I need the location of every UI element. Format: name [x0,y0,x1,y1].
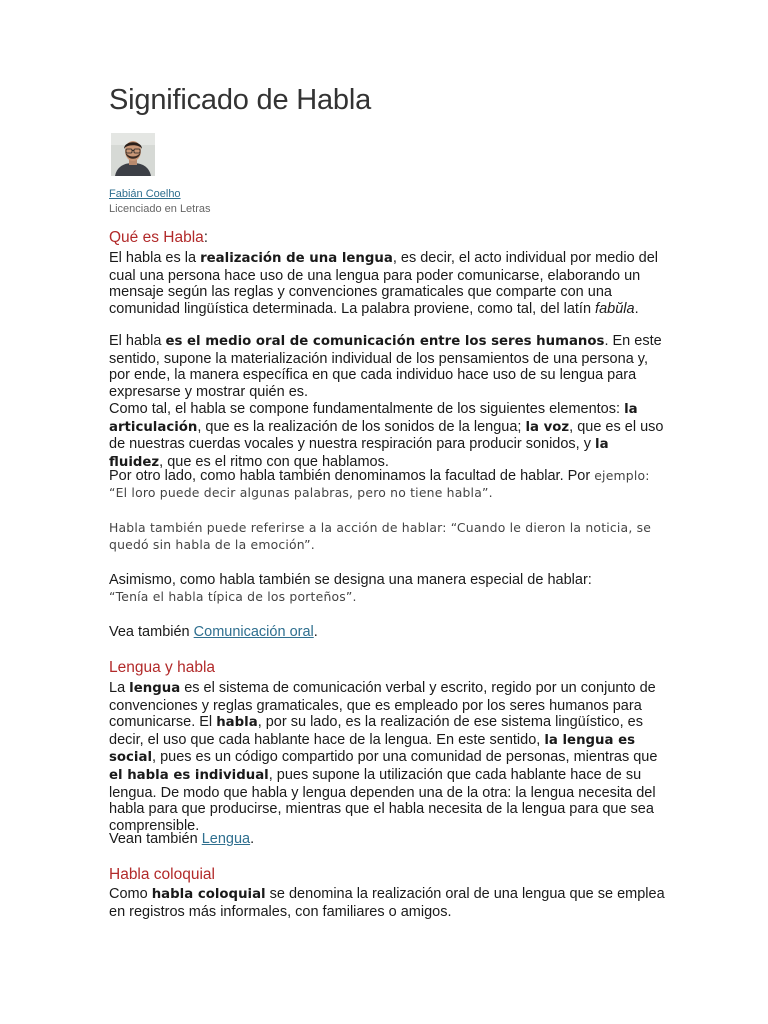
bold-term: la voz [525,419,570,435]
bold-term: es el medio oral de comunicación entre los seres humanos [165,334,605,349]
text-span: se denomina la realización oral de una lengua que se emplea en registros más informales, con familiares o amigos. [109,886,665,920]
section-heading-text: Qué es Habla [109,229,204,246]
text-span: es el sistema de comunicación verbal y escrito, regido por un conjunto de convenciones y reglas gramaticales, que es empleado por los seres humanos para comunicarse. El [109,680,656,731]
example-quote: “Tenía el habla típica de los porteños”. [109,588,357,604]
text-span: El habla es la [109,250,201,266]
paragraph-vea-tambien [109,624,665,641]
example-quote: Habla también puede referirse a la acción de hablar: “Cuando le dieron la noticia, se quedó sin habla de la emoción”. [109,520,652,552]
example-quote: ejemplo: “El loro puede decir algunas palabras, pero no tiene habla”. [109,468,650,500]
text-span: , que es el ritmo con que hablamos. [159,453,389,470]
text-span: El habla [109,333,166,349]
section-heading-colon: : [203,229,209,246]
paragraph-habla-coloquial [109,886,665,920]
link-lengua[interactable]: Lengua [201,831,251,847]
italic-term: fabŭla [595,300,635,317]
paragraph-facultad [109,468,665,501]
author-photo [111,133,155,176]
bold-term: la fluidez [109,437,609,470]
page-title: Significado de Habla [109,84,372,116]
bold-term: la articulación [109,402,638,435]
text-span: , por su lado, es la realización de ese sistema lingüístico, es decir, el uso que cada hablante hace de la lengua. En este sentido, [109,714,643,748]
bold-term: realización de una lengua [200,251,393,266]
text-span: Asimismo, como habla también se designa una manera especial de hablar: [109,572,592,588]
bold-term: habla [216,715,258,731]
text-span: . [634,300,639,317]
section-heading-habla-coloquial: Habla coloquial [109,866,215,883]
paragraph-lengua-habla [109,680,665,834]
text-span: La [109,680,130,696]
bold-term: habla coloquial [151,887,266,902]
section-heading-que-es-habla [109,229,208,247]
paragraph-vean-tambien [109,831,665,848]
text-span: Por otro lado, como habla también denominamos la facultad de hablar. Por [109,468,595,484]
text-span: , pues supone la utilización que cada hablante hace de su lengua. De modo que habla y lengua dependen una de la otra: la lengua necesita del habla para que producirse, mientras que el habla necesita de la lengua para que sea comprensible. [109,766,656,834]
text-span: Vea también [109,624,194,640]
author-avatar [111,133,155,176]
paragraph-medio-oral [109,333,665,400]
text-span: Vean también [109,831,202,847]
text-span: . [250,831,255,847]
paragraph-definition [109,250,665,317]
text-span: , que es la realización de los sonidos de la lengua; [197,418,526,435]
text-span: . [313,624,318,640]
text-span: , que es el uso de nuestras cuerdas vocales y nuestra respiración para producir sonidos, y [109,418,664,453]
text-span: , pues es un código compartido por una comunidad de personas, mientras que [152,749,658,766]
author-name-link[interactable]: Fabián Coelho [109,188,181,200]
bold-term: el habla es individual [109,767,269,783]
paragraph-manera-especial [109,572,665,605]
text-span: . En este sentido, supone la materialización individual de los pensamientos de una persona y, por ende, la manera específica en que cada individuo hace uso de su lengua para expresarse y mostrar quién es. [109,333,662,400]
bold-term: la lengua es social [109,732,636,766]
author-role: Licenciado en Letras [109,203,211,215]
bold-term: lengua [129,681,181,696]
paragraph-elementos [109,401,665,471]
text-span: Como tal, el habla se compone fundamentalmente de los siguientes elementos: [109,401,625,417]
link-comunicacion-oral[interactable]: Comunicación oral [193,624,314,640]
text-span: Como [109,886,152,902]
paragraph-accion [109,520,665,553]
text-span: , es decir, el acto individual por medio del cual una persona hace uso de una lengua para poder comunicarse, elaborando un mensaje según las reglas y convenciones gramaticales que comparte con una comunidad lingüística determinada. La palabra proviene, como tal, del latín [109,250,659,317]
section-heading-lengua-y-habla: Lengua y habla [109,659,216,676]
